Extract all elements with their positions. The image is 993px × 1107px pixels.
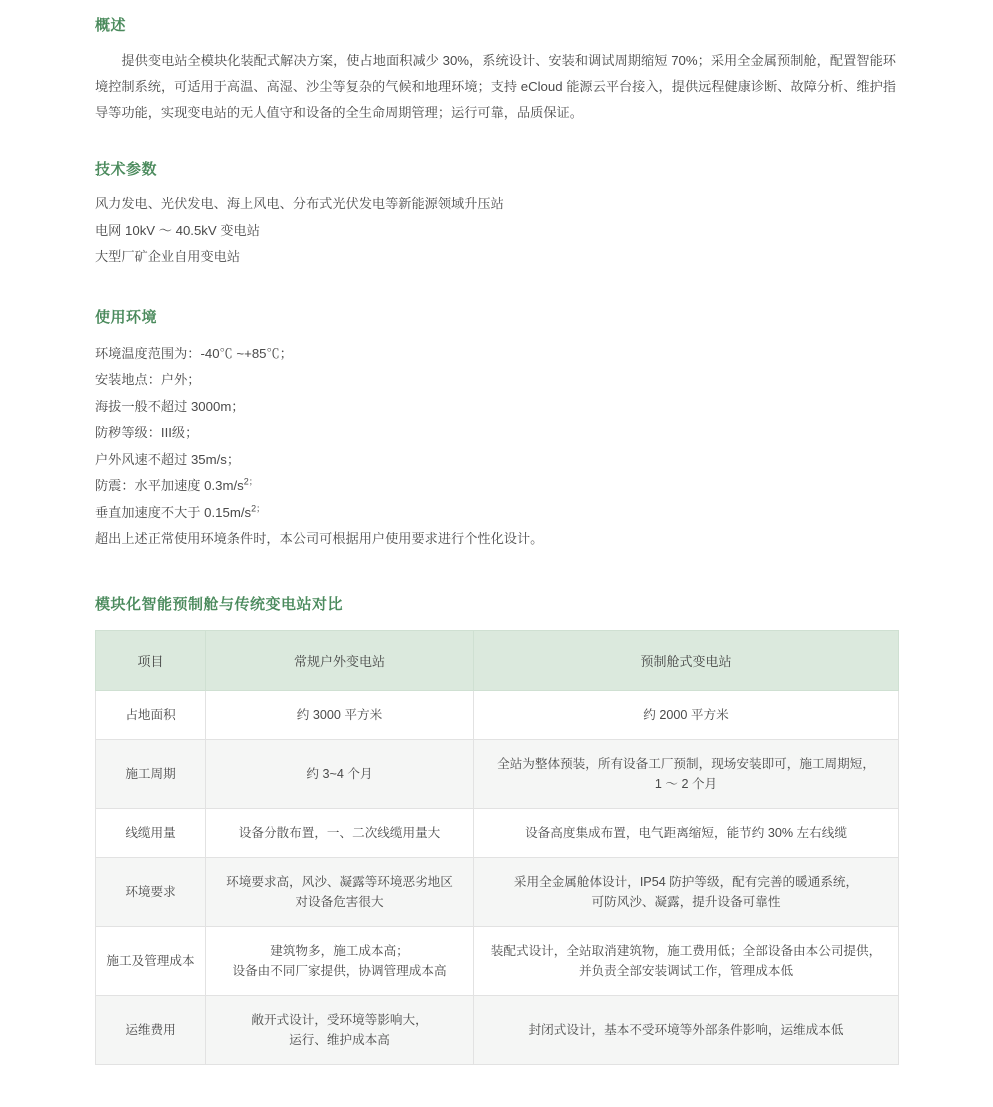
- row-item-label: 线缆用量: [96, 808, 206, 857]
- row-item-label: 环境要求: [96, 857, 206, 926]
- row-prefab-cell: [474, 857, 899, 926]
- overview-section: [95, 0, 898, 126]
- cell-line: 约 2000 平方米: [643, 707, 729, 722]
- row-item-label: 施工及管理成本: [96, 926, 206, 995]
- environment-line-text: 防震：水平加速度 0.3m/s: [95, 478, 244, 493]
- tech-line: 电网 10kV ～ 40.5kV 变电站: [95, 222, 260, 238]
- environment-line: 海拔一般不超过 3000m；: [95, 398, 245, 414]
- row-traditional-cell: [206, 739, 474, 808]
- overview-heading: 概述: [95, 17, 127, 34]
- row-prefab-cell: [474, 808, 899, 857]
- compare-heading: 模块化智能预制舱与传统变电站对比: [95, 595, 344, 613]
- cell-line: 并负责全部安装调试工作，管理成本低: [578, 963, 794, 978]
- cell-line: 约 3000 平方米: [296, 707, 383, 722]
- cell-line: 环境要求高，风沙、凝露等环境恶劣地区: [226, 874, 453, 889]
- tech-line-list: [95, 191, 898, 271]
- row-traditional-cell: [206, 995, 474, 1064]
- row-item-label: 运维费用: [96, 995, 206, 1064]
- tech-line: 大型厂矿企业自用变电站: [95, 249, 241, 264]
- environment-line-list: [95, 341, 898, 553]
- table-row: [96, 857, 899, 926]
- tech-section: [95, 158, 898, 271]
- table-row: [96, 690, 899, 739]
- environment-line: 环境温度范围为：-40℃ ~+85℃；: [95, 345, 293, 361]
- row-traditional-cell: [206, 690, 474, 739]
- environment-heading: 使用环境: [95, 308, 158, 326]
- compare-section: [95, 593, 898, 1065]
- row-traditional-cell: [206, 808, 474, 857]
- cell-line: 封闭式设计，基本不受环境等外部条件影响，运维成本低: [528, 1022, 844, 1037]
- row-prefab-cell: [474, 926, 899, 995]
- environment-line: [95, 473, 898, 500]
- environment-line: 超出上述正常使用环境条件时，本公司可根据用户使用要求进行个性化设计。: [95, 531, 544, 546]
- environment-line: 防秽等级：III级；: [95, 425, 199, 440]
- cell-line: 约 3~4 个月: [306, 766, 373, 781]
- row-prefab-cell: [474, 995, 899, 1064]
- row-traditional-cell: [206, 857, 474, 926]
- table-row: [96, 808, 899, 857]
- cell-line: 装配式设计，全站取消建筑物，施工费用低；全部设备由本公司提供，: [490, 943, 882, 958]
- cell-line: 对设备危害很大: [295, 894, 384, 909]
- row-prefab-cell: [474, 739, 899, 808]
- environment-line: [95, 500, 898, 527]
- column-header-item: 项目: [96, 630, 206, 690]
- cell-line: 设备分散布置，一、二次线缆用量大: [238, 825, 441, 840]
- cell-line: 全站为整体预装，所有设备工厂预制，现场安装即可，施工周期短，: [497, 756, 875, 771]
- table-row: [96, 926, 899, 995]
- table-row: [96, 739, 899, 808]
- environment-line-superscript: 2；: [251, 503, 266, 514]
- row-item-label: 占地面积: [96, 690, 206, 739]
- row-item-label: 施工周期: [96, 739, 206, 808]
- environment-section: [95, 306, 898, 553]
- environment-line: 安装地点：户外；: [95, 372, 201, 387]
- cell-line: 1 ～ 2 个月: [654, 776, 718, 791]
- cell-line: 设备高度集成布置，电气距离缩短，能节约 30% 左右线缆: [525, 825, 847, 840]
- comparison-table: [95, 630, 899, 1065]
- column-header-traditional: 常规户外变电站: [206, 630, 474, 690]
- environment-line: 户外风速不超过 35m/s；: [95, 451, 241, 467]
- row-prefab-cell: [474, 690, 899, 739]
- cell-line: 可防风沙、凝露，提升设备可靠性: [591, 894, 781, 909]
- cell-line: 采用全金属舱体设计，IP54 防护等级，配有完善的暖通系统，: [513, 874, 859, 889]
- cell-line: 敞开式设计，受环境等影响大，: [251, 1012, 428, 1027]
- row-traditional-cell: [206, 926, 474, 995]
- cell-line: 运行、维护成本高: [289, 1032, 390, 1047]
- cell-line: 设备由不同厂家提供，协调管理成本高: [232, 963, 447, 978]
- tech-heading: 技术参数: [95, 161, 158, 178]
- column-header-prefab: 预制舱式变电站: [474, 630, 899, 690]
- environment-line-superscript: 2；: [243, 476, 258, 487]
- cell-line: 建筑物多，施工成本高；: [270, 943, 409, 958]
- environment-line-text: 垂直加速度不大于 0.15m/s: [95, 504, 252, 520]
- tech-line: 风力发电、光伏发电、海上风电、分布式光伏发电等新能源领域升压站: [95, 196, 504, 211]
- table-row: [96, 995, 899, 1064]
- table-header-row: [96, 630, 899, 690]
- overview-paragraph: 提供变电站全模块化装配式解决方案，使占地面积减少 30%，系统设计、安装和调试周期缩短 70%；采用全金属预制舱，配置智能环境控制系统，可适用于高温、高湿、沙尘等复杂的气候和地理环境；支持 eCloud 能源云平台接入，提供远程健康诊断、故障分析、维护指导等功能，实现变电站的无人值守和设备的全生命周期管理；运行可靠，品质保证。: [95, 53, 896, 120]
- table-body: [96, 690, 899, 1064]
